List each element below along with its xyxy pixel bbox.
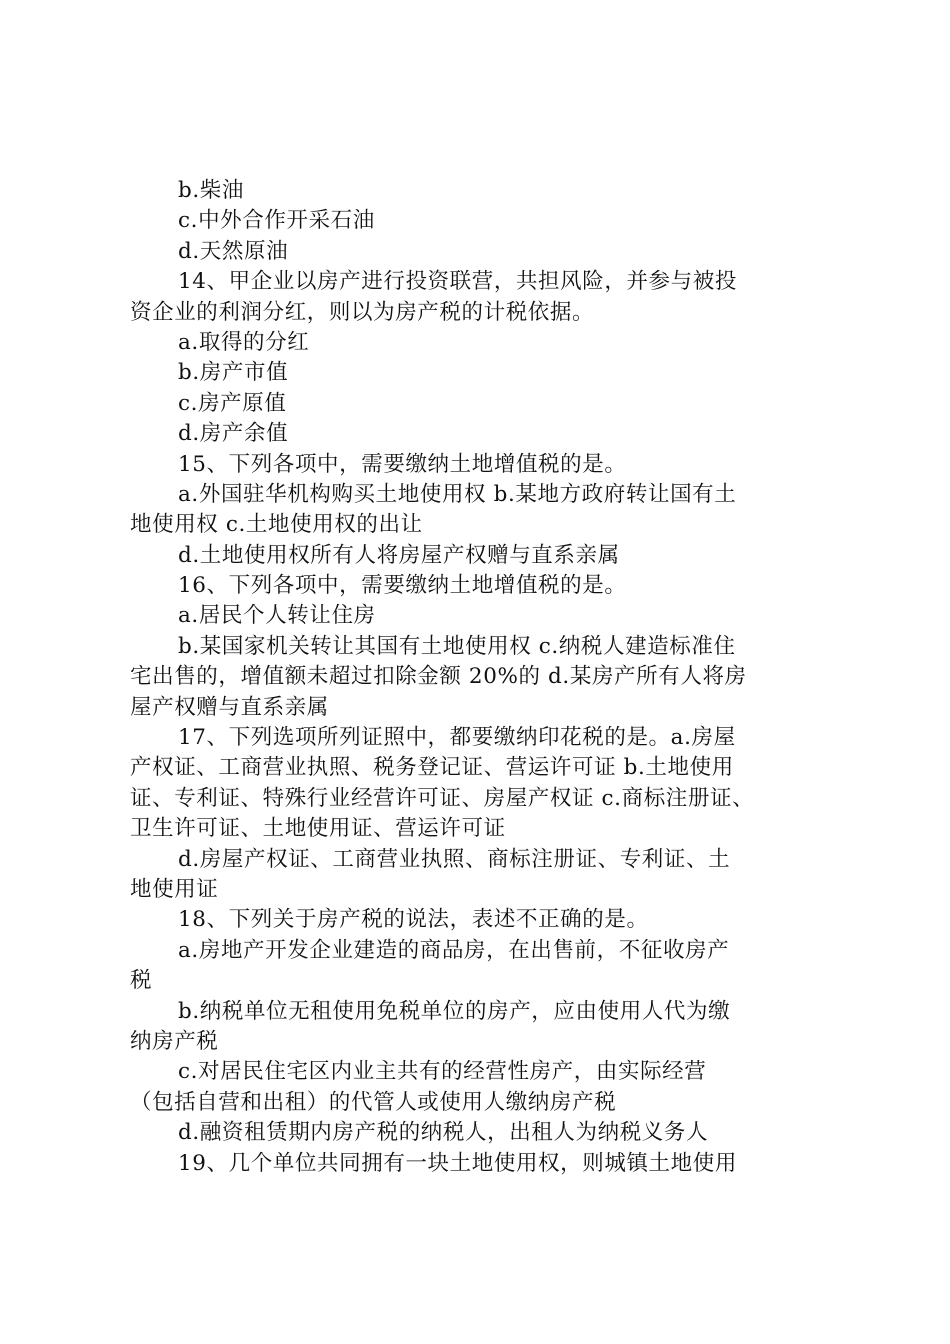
text-line: 宅出售的，增值额未超过扣除金额 20%的 d.某房产所有人将房: [130, 664, 747, 690]
text-line: a.居民个人转让住房: [178, 603, 376, 629]
text-line: b.纳税单位无租使用免税单位的房产，应由使用人代为缴: [178, 998, 731, 1024]
text-line: b.房产市值: [178, 360, 289, 386]
text-line: c.对居民住宅区内业主共有的经营性房产，由实际经营: [178, 1059, 707, 1085]
text-line: 地使用权 c.土地使用权的出让: [130, 512, 423, 538]
text-line: 产权证、工商营业执照、税务登记证、营运许可证 b.土地使用: [130, 755, 734, 781]
text-line: 卫生许可证、土地使用证、营运许可证: [130, 816, 506, 842]
text-line: 资企业的利润分红，则以为房产税的计税依据。: [130, 299, 595, 325]
text-line: 税: [130, 968, 153, 994]
text-line: c.房产原值: [178, 390, 287, 416]
document-body: [130, 176, 836, 1179]
text-line: d.融资租赁期内房产税的纳税人，出租人为纳税义务人: [178, 1120, 709, 1146]
text-line: d.土地使用权所有人将房屋产权赠与直系亲属: [178, 542, 620, 568]
text-line: a.取得的分红: [178, 329, 310, 355]
text-line: a.房地产开发企业建造的商品房，在出售前，不征收房产: [178, 937, 730, 963]
text-line: 地使用证: [130, 876, 219, 902]
text-line: b.某国家机关转让其国有土地使用权 c.纳税人建造标准住: [178, 633, 736, 659]
text-line: 14、甲企业以房产进行投资联营，共担风险，并参与被投: [178, 269, 737, 295]
text-line: 19、几个单位共同拥有一块土地使用权，则城镇土地使用: [178, 1150, 737, 1176]
text-line: （包括自营和出租）的代管人或使用人缴纳房产税: [130, 1089, 617, 1115]
text-line: d.房产余值: [178, 421, 289, 447]
text-line: d.天然原油: [178, 238, 289, 264]
text-line: 屋产权赠与直系亲属: [130, 694, 329, 720]
text-line: 证、专利证、特殊行业经营许可证、房屋产权证 c.商标注册证、: [130, 785, 755, 811]
text-line: 17、下列选项所列证照中，都要缴纳印花税的是。a.房屋: [178, 725, 736, 751]
text-line: c.中外合作开采石油: [178, 208, 375, 234]
text-line: 15、下列各项中，需要缴纳土地增值税的是。: [178, 451, 627, 477]
text-line: 18、下列关于房产税的说法，表述不正确的是。: [178, 907, 649, 933]
text-line: b.柴油: [178, 178, 244, 203]
text-line: 纳房产税: [130, 1028, 219, 1054]
text-line: d.房屋产权证、工商营业执照、商标注册证、专利证、土: [178, 846, 731, 872]
text-line: a.外国驻华机构购买土地使用权 b.某地方政府转让国有土: [178, 481, 737, 507]
text-line: 16、下列各项中，需要缴纳土地增值税的是。: [178, 573, 627, 599]
